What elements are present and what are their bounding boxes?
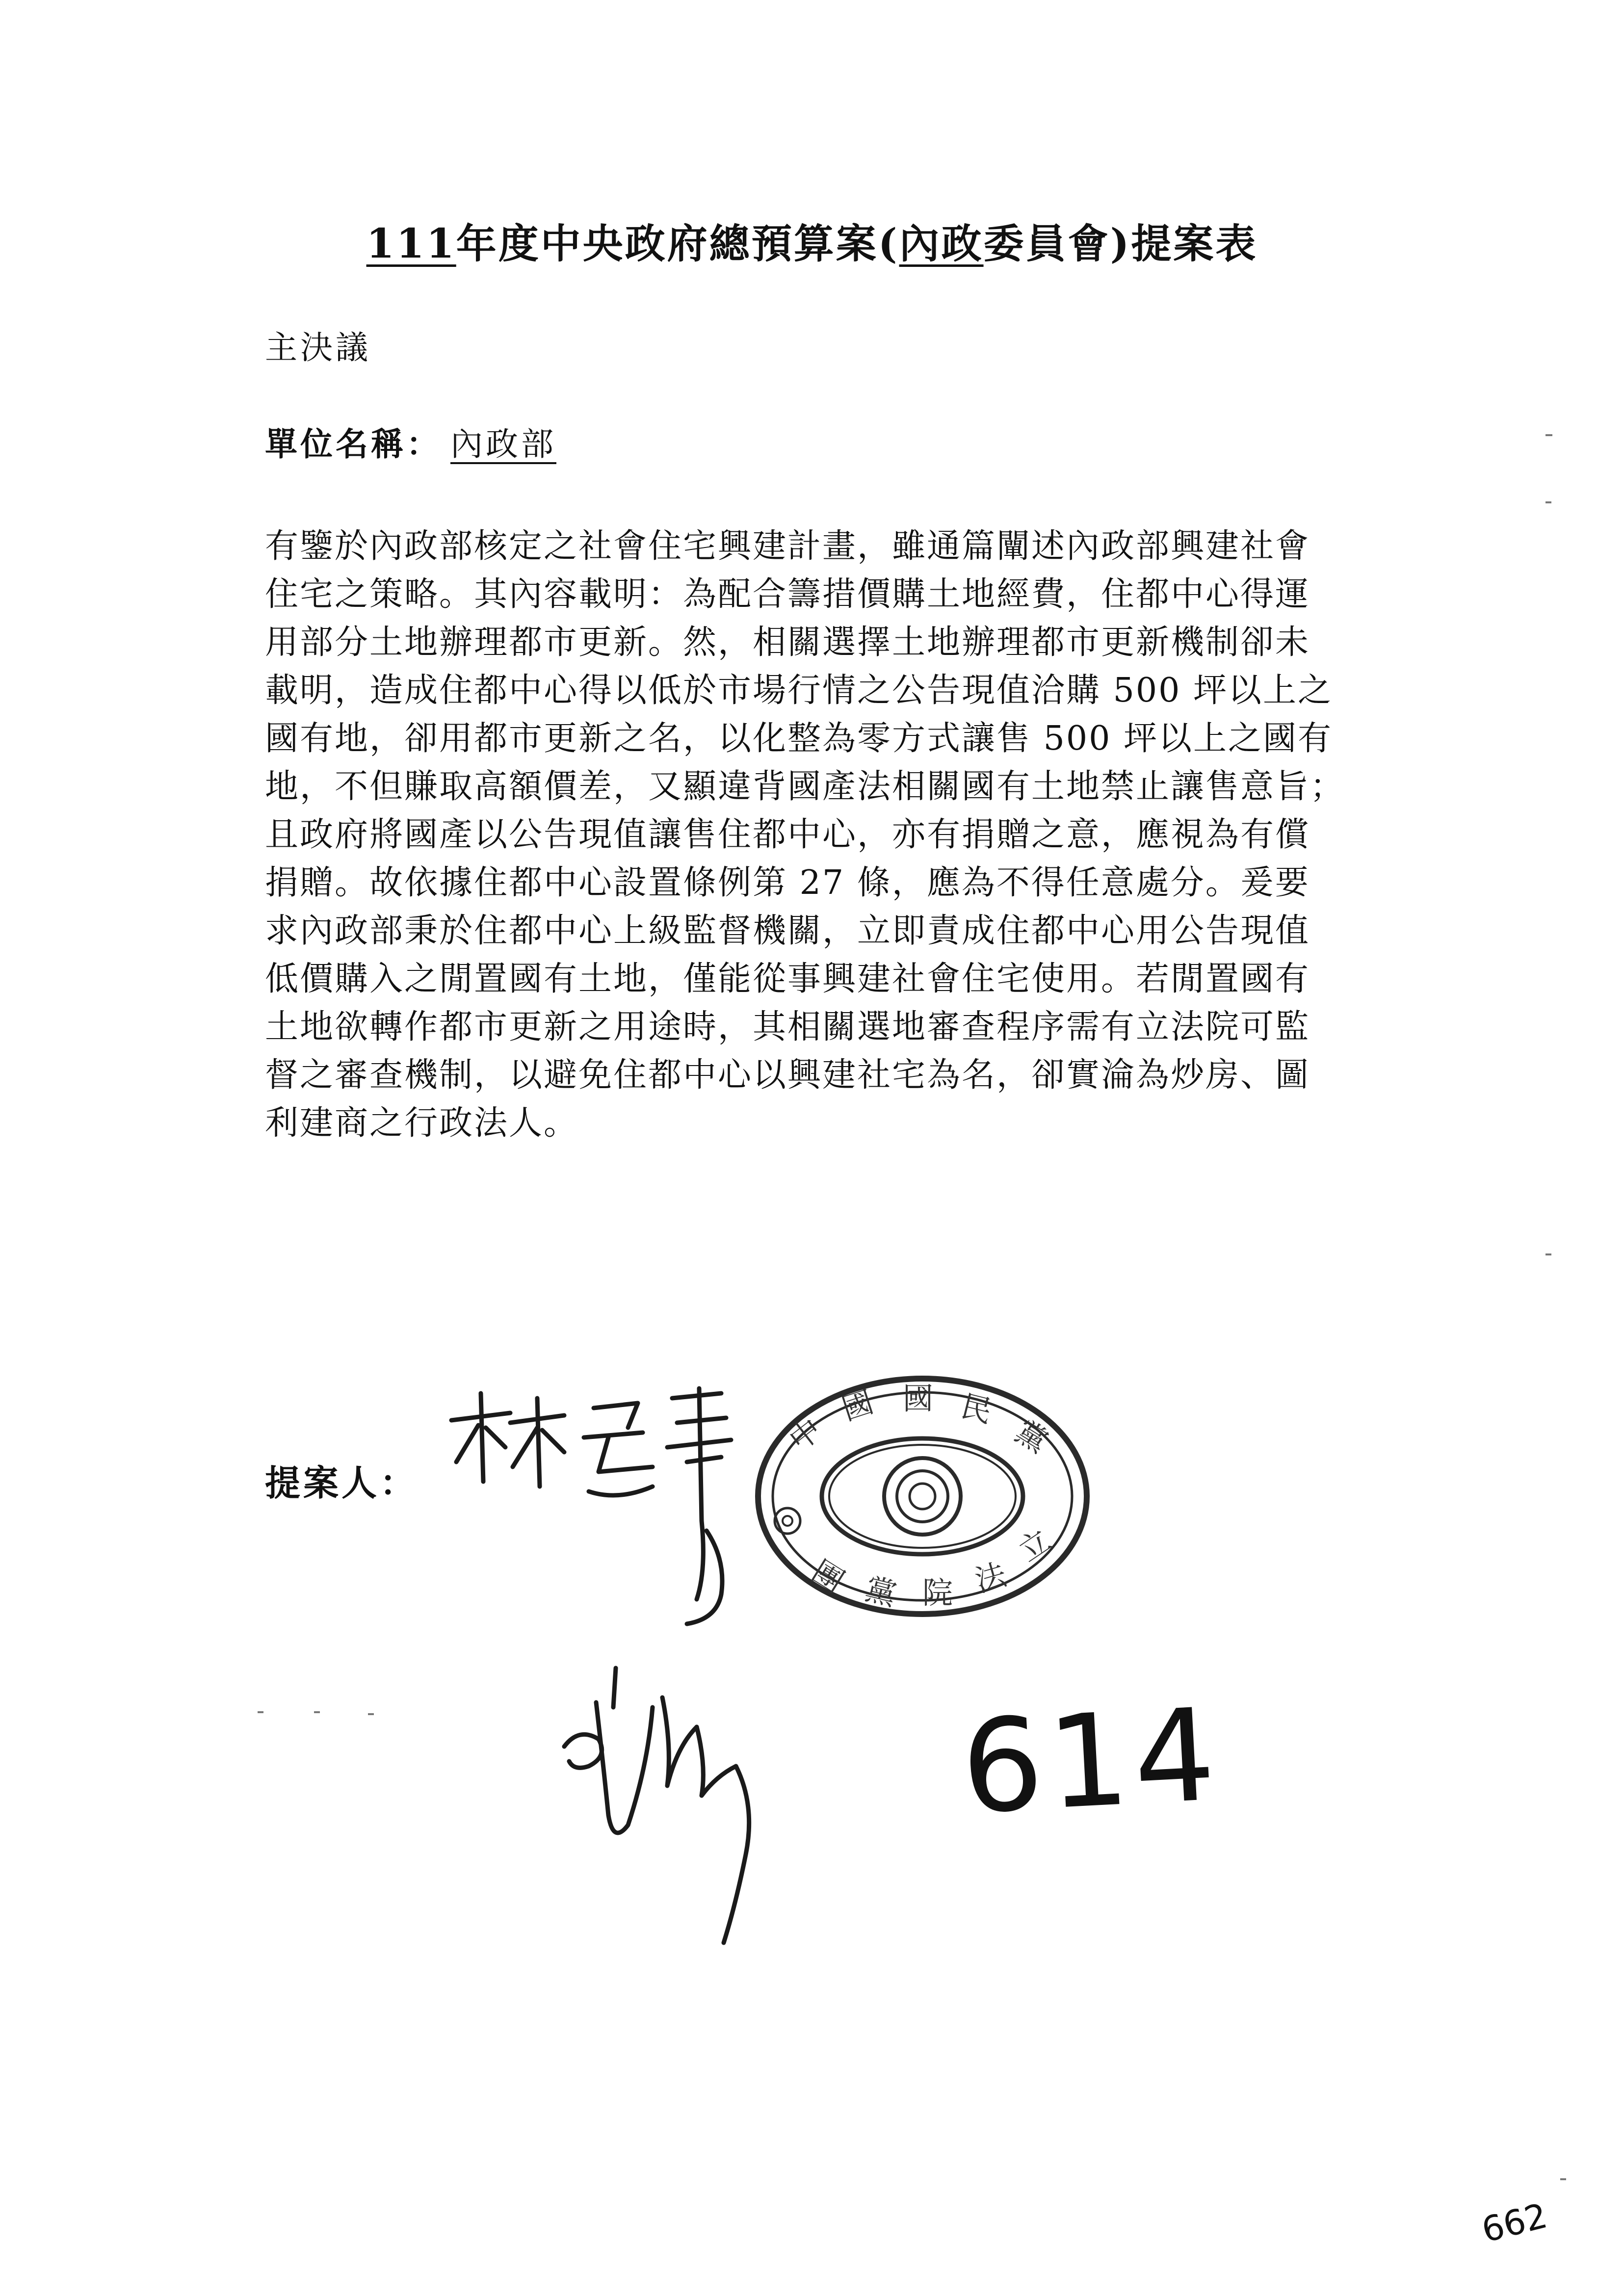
body-line: 低價購入之閒置國有土地，僅能從事興建社會住宅使用。若閒置國有 [265,960,1310,998]
scan-mark [314,1711,320,1713]
title-committee: 委員會 [983,220,1110,267]
body-line: 求內政部秉於住都中心上級監督機關，立即責成住都中心用公告現值 [265,912,1310,950]
proposer-label: 提案人： [265,1462,419,1504]
body-line: 住宅之策略。其內容載明：為配合籌措價購土地經費，住都中心得運 [265,575,1310,614]
unit-value: 內政部 [450,425,556,463]
body-line: 且政府將國產以公告現值讓售住都中心，亦有捐贈之意，應視為有償 [265,815,1310,854]
unit-label: 單位名稱： [265,425,442,463]
title-end: )提案表 [1110,220,1258,267]
scan-mark [1560,2178,1566,2180]
body-line: 土地欲轉作都市更新之用途時，其相關選地審查程序需有立法院可監 [265,1008,1310,1046]
body-line: 國有地，卻用都市更新之名，以化整為零方式讓售 500 坪以上之國有 [265,719,1333,758]
body-line: 地，不但賺取高額價差，又顯違背國產法相關國有土地禁止讓售意旨； [265,767,1345,806]
body-line: 利建商之行政法人。 [265,1104,579,1143]
svg-text:院: 院 [922,1575,953,1611]
body-line: 督之審查機制，以避免住都中心以興建社宅為名，卻實淪為炒房、圖 [265,1056,1310,1095]
handwritten-small-number: 662 [1478,2195,1551,2250]
svg-text:立: 立 [1012,1522,1057,1569]
svg-text:中: 中 [782,1411,829,1458]
svg-text:國: 國 [838,1383,878,1428]
body-line: 捐贈。故依據住都中心設置條例第 27 條，應為不得任意處分。爰要 [265,863,1310,902]
title-committee-underlined: 內政 [899,220,984,267]
body-line: 載明，造成住都中心得以低於市場行情之公告現值洽購 500 坪以上之 [265,671,1333,710]
subtitle: 主決議 [265,329,371,366]
svg-text:黨: 黨 [1009,1413,1054,1460]
svg-text:團: 團 [806,1553,851,1600]
scan-mark [1545,434,1552,436]
title-year: 111 [366,220,456,267]
handwritten-page-number: 614 [958,1681,1224,1843]
svg-text:國: 國 [903,1381,934,1416]
svg-text:法: 法 [971,1556,1010,1599]
body-line: 用部分土地辦理都市更新。然，相關選擇土地辦理都市更新機制卻未 [265,623,1310,662]
svg-text:黨: 黨 [862,1570,900,1613]
svg-text:民: 民 [957,1387,996,1430]
scan-mark [1545,1253,1551,1255]
body-line: 有鑒於內政部核定之社會住宅興建計畫，雖通篇闡述內政部興建社會 [265,527,1310,566]
scan-mark [1545,501,1551,503]
scan-mark [368,1713,374,1715]
scan-mark [258,1711,263,1713]
title-mid: 年度中央政府總預算案( [456,220,899,267]
